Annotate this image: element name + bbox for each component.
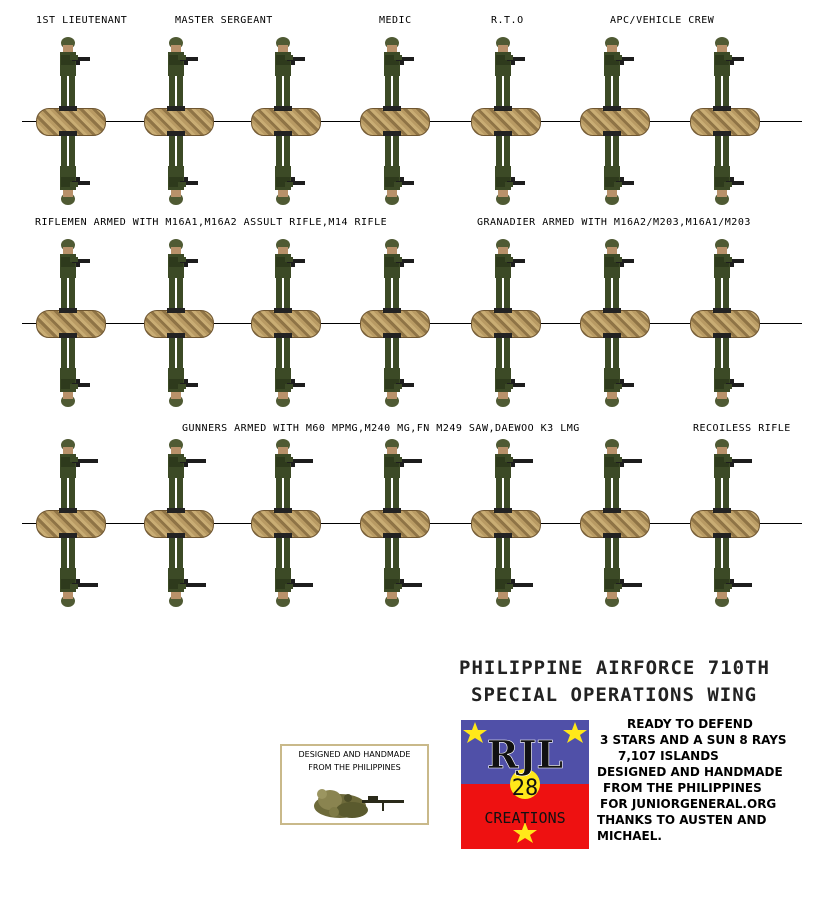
soldier-prone-figure	[370, 329, 430, 409]
soldier-prone-figure	[154, 127, 214, 207]
credit-line: FROM THE PHILIPPINES	[603, 781, 762, 795]
soldier-prone-figure	[46, 127, 106, 207]
soldier-standing-figure	[261, 237, 321, 317]
rjl-creations-flag-logo	[461, 720, 589, 849]
label-recoiless-rifle: RECOILESS RIFLE	[693, 423, 791, 434]
credits-block	[597, 716, 787, 844]
soldier-prone-figure	[46, 329, 106, 409]
soldier-prone-figure	[370, 127, 430, 207]
credit-line: 7,107 ISLANDS	[618, 749, 719, 763]
label-grenadier: GRANADIER ARMED WITH M16A2/M203,M16A1/M203	[477, 217, 751, 228]
soldier-prone-figure	[261, 329, 321, 409]
page-title-line-2: SPECIAL OPERATIONS WING	[471, 684, 758, 706]
soldier-prone-figure	[481, 329, 541, 409]
soldier-standing-figure	[261, 437, 321, 517]
soldier-prone-figure	[154, 329, 214, 409]
credit-line: FOR JUNIORGENERAL.ORG	[600, 797, 777, 811]
soldier-standing-figure	[590, 35, 650, 115]
credit-line: MICHAEL.	[597, 829, 662, 843]
ghillie-sniper-image	[282, 772, 427, 824]
designed-handmade-badge	[280, 744, 429, 825]
credit-line: 3 STARS AND A SUN 8 RAYS	[600, 733, 787, 747]
label-rto: R.T.O	[491, 15, 524, 26]
soldier-prone-figure	[590, 127, 650, 207]
soldier-standing-figure	[154, 437, 214, 517]
credit-line: READY TO DEFEND	[627, 717, 753, 731]
soldier-prone-figure	[46, 529, 106, 609]
soldier-prone-figure	[261, 529, 321, 609]
soldier-prone-figure	[590, 329, 650, 409]
soldier-standing-figure	[370, 237, 430, 317]
label-1st-lieutenant: 1ST LIEUTENANT	[36, 15, 128, 26]
soldier-standing-figure	[46, 35, 106, 115]
soldier-prone-figure	[700, 127, 760, 207]
label-apc-crew: APC/VEHICLE CREW	[610, 15, 715, 26]
label-gunners: GUNNERS ARMED WITH M60 MPMG,M240 MG,FN M249 SAW,DAEWOO K3 LMG	[182, 423, 580, 434]
soldier-standing-figure	[481, 437, 541, 517]
flag-letters: RJL	[486, 732, 564, 777]
soldier-standing-figure	[481, 237, 541, 317]
soldier-standing-figure	[46, 437, 106, 517]
soldier-prone-figure	[370, 529, 430, 609]
soldier-standing-figure	[154, 35, 214, 115]
soldier-standing-figure	[590, 437, 650, 517]
badge-line-1: DESIGNED AND HANDMADE	[298, 750, 411, 759]
soldier-prone-figure	[261, 127, 321, 207]
credit-line: THANKS TO AUSTEN AND	[597, 813, 767, 827]
soldier-standing-figure	[261, 35, 321, 115]
soldier-prone-figure	[590, 529, 650, 609]
flag-word: CREATIONS	[484, 809, 566, 827]
soldier-prone-figure	[481, 529, 541, 609]
soldier-prone-figure	[700, 329, 760, 409]
soldier-prone-figure	[481, 127, 541, 207]
label-riflemen: RIFLEMEN ARMED WITH M16A1,M16A2 ASSULT RIFLE,M14 RIFLE	[35, 217, 388, 228]
credit-line: DESIGNED AND HANDMADE	[597, 765, 783, 779]
flag-number: 28	[511, 776, 539, 801]
soldier-standing-figure	[154, 237, 214, 317]
soldier-standing-figure	[700, 237, 760, 317]
soldier-standing-figure	[46, 237, 106, 317]
soldier-standing-figure	[700, 437, 760, 517]
soldier-standing-figure	[370, 437, 430, 517]
label-medic: MEDIC	[379, 15, 412, 26]
soldier-standing-figure	[481, 35, 541, 115]
label-master-sergeant: MASTER SERGEANT	[175, 15, 273, 26]
badge-line-2: FROM THE PHILIPPINES	[308, 763, 401, 772]
soldier-standing-figure	[370, 35, 430, 115]
soldier-prone-figure	[700, 529, 760, 609]
soldier-standing-figure	[700, 35, 760, 115]
soldier-prone-figure	[154, 529, 214, 609]
soldier-standing-figure	[590, 237, 650, 317]
page-title-line-1: PHILIPPINE AIRFORCE 710TH	[459, 657, 770, 679]
